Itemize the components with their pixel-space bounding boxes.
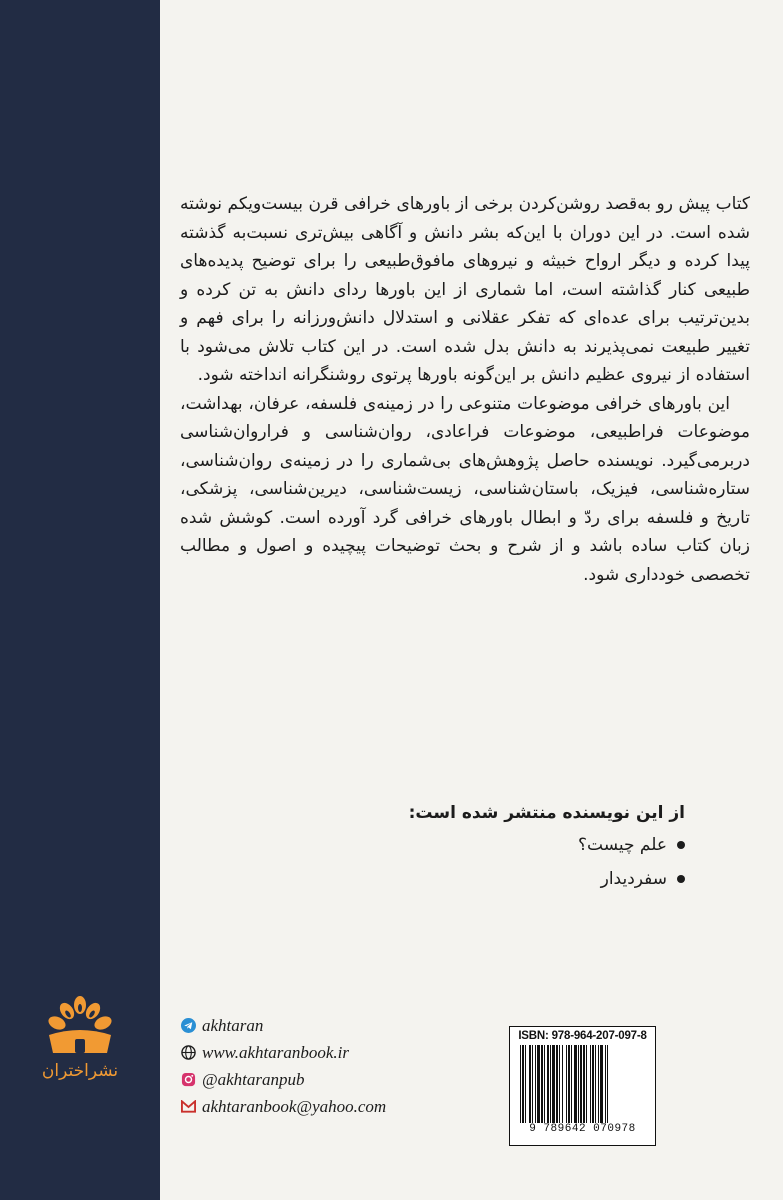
bullet-icon xyxy=(677,841,685,849)
website-row[interactable] xyxy=(180,1040,386,1065)
barcode-bar xyxy=(537,1045,540,1123)
blurb-paragraph-1: کتاب پیش رو به‌قصد روشن‌کردن برخی از باورهای خرافی قرن بیست‌ویکم نوشته شده است. در این دوران با این‌که بشر دانش و آگاهی بیش‌تری نسبت‌به گذشته پیدا کرده و دیگر ارواح خبیثه و نیروهای مافوق‌طبیعی را برای توضیح پدیده‌های طبیعی کنار گذاشته است، اما شماری از این باورها ردای دانش به تن کرده و بدین‌ترتیب برای عده‌ای که تفکر عقلانی و استدلال دانش‌ورزانه را برای فهم و تغییر طبیعت نمی‌پذیرند به دانش بدل شده است. در این کتاب تلاش می‌شود با استفاده از نیروی عظیم دانش بر این‌گونه باورها پرتوی روشنگرانه انداخته شود. xyxy=(180,194,750,385)
barcode-bar xyxy=(600,1045,603,1123)
barcode-icon xyxy=(516,1045,649,1123)
email-row[interactable] xyxy=(180,1094,386,1119)
list-item xyxy=(265,869,685,889)
barcode-bar xyxy=(559,1045,560,1123)
telegram-row[interactable] xyxy=(180,1013,386,1038)
bullet-icon xyxy=(677,875,685,883)
instagram-handle: @akhtaranpub xyxy=(202,1069,305,1089)
barcode-bar xyxy=(520,1045,521,1123)
barcode-bar xyxy=(580,1045,582,1123)
book-blurb xyxy=(180,190,750,589)
barcode-bar xyxy=(571,1045,572,1123)
barcode-bar xyxy=(529,1045,531,1123)
contact-info xyxy=(180,1013,386,1121)
barcode-bar xyxy=(525,1045,526,1123)
instagram-icon xyxy=(180,1072,196,1088)
barcode-bar xyxy=(578,1045,579,1123)
barcode-bar xyxy=(532,1045,533,1123)
barcode-bar xyxy=(562,1045,563,1123)
barcode-bar xyxy=(583,1045,585,1123)
publisher-emblem-icon xyxy=(45,995,115,1055)
work-title: سفردیدار xyxy=(600,869,667,889)
globe-icon xyxy=(180,1045,196,1061)
barcode-bar xyxy=(556,1045,558,1123)
publisher-logo xyxy=(0,995,160,1081)
mail-icon xyxy=(180,1099,196,1115)
barcode-bar xyxy=(607,1045,608,1123)
instagram-row[interactable] xyxy=(180,1067,386,1092)
barcode-bar xyxy=(586,1045,587,1123)
barcode-bar xyxy=(544,1045,545,1123)
barcode-digits: 9 789642 070978 xyxy=(529,1123,636,1135)
work-title: علم چیست؟ xyxy=(577,835,667,855)
barcode-bar xyxy=(547,1045,549,1123)
blurb-paragraph-2: این باورهای خرافی موضوعات متنوعی را در زمینه‌ی فلسفه، عرفان، بهداشت، موضوعات فراطبیعی، موضوعات فراعادی، روان‌شناسی و فراروان‌شناسی دربرمی‌گیرد. نویسنده حاصل پژوهش‌های بی‌شماری را در زمینه‌ی روان‌شناسی، ستاره‌شناسی، فیزیک، باستان‌شناسی، زیست‌شناسی، دیرین‌شناسی، پزشکی، تاریخ و فلسفه برای ردّ و ابطال باورهای خرافی گرد آورده است. کوشش شده زبان کتاب ساده باشد و از شرح و بحث توضیحات پیچیده و اصول و مطالب تخصصی خودداری شود. xyxy=(180,393,750,585)
barcode-bar xyxy=(605,1045,606,1123)
email-address: akhtaranbook@yahoo.com xyxy=(202,1096,387,1116)
isbn-label: ISBN: 978-964-207-097-8 xyxy=(518,1030,647,1042)
list-item xyxy=(265,835,685,855)
barcode-bar xyxy=(552,1045,555,1123)
barcode-bar xyxy=(568,1045,570,1123)
barcode-bar xyxy=(574,1045,577,1123)
barcode-bar xyxy=(522,1045,524,1123)
telegram-handle: akhtaran xyxy=(202,1015,264,1035)
publisher-name: نشراختران xyxy=(41,1061,119,1081)
other-works xyxy=(265,803,685,903)
barcode-bar xyxy=(566,1045,567,1123)
other-works-heading: از این نویسنده منتشر شده است: xyxy=(408,803,685,823)
barcode-bar xyxy=(595,1045,596,1123)
other-works-list xyxy=(265,835,685,889)
barcode-bar xyxy=(550,1045,551,1123)
barcode-bar xyxy=(590,1045,591,1123)
barcode-bar xyxy=(598,1045,599,1123)
barcode-bar xyxy=(541,1045,543,1123)
website-url: www.akhtaranbook.ir xyxy=(202,1042,350,1062)
barcode-bar xyxy=(535,1045,536,1123)
barcode-bar xyxy=(592,1045,594,1123)
isbn-barcode-box xyxy=(509,1026,656,1146)
telegram-icon xyxy=(180,1018,196,1034)
